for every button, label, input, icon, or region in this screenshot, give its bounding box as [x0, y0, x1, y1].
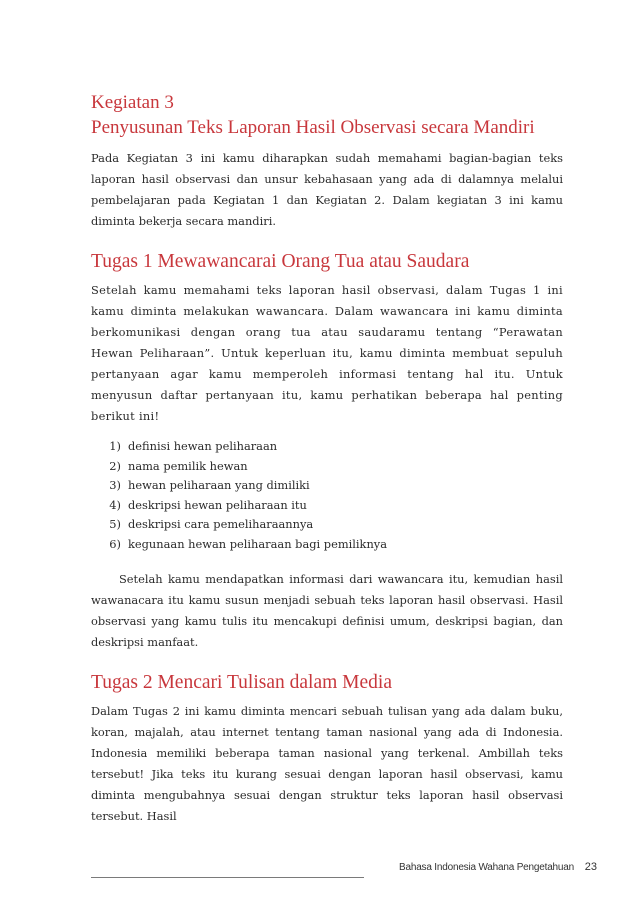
list-item [91, 496, 563, 516]
list-item-number: 1) [109, 439, 121, 453]
list-item-text: kegunaan hewan peliharaan bagi pemiliknya [128, 536, 388, 551]
list-item [91, 535, 563, 555]
page-footer [91, 858, 597, 882]
footer-rule [91, 877, 364, 878]
list-item-number: 3) [109, 478, 121, 493]
list-item [91, 437, 563, 457]
list-item-text: definisi hewan peliharaan [128, 439, 278, 453]
activity-intro: Pada Kegiatan 3 ini kamu diharapkan sudah memahami bagian-bagian teks laporan hasil observasi dan unsur kebahasaan yang ada di dalamnya melalui pembelajaran pada Kegiatan 1 dan Kegiatan 2. Dalam kegiatan 3 ini kamu diminta bekerja secara mandiri. [91, 151, 563, 228]
list-item-number: 5) [109, 517, 121, 532]
list-item [91, 457, 563, 477]
list-item-number: 6) [109, 536, 121, 551]
activity-title: Penyusunan Teks Laporan Hasil Observasi secara Mandiri [91, 117, 535, 138]
list-item-text: nama pemilik hewan [128, 458, 248, 473]
task1-list [91, 437, 563, 555]
list-item-text: hewan peliharaan yang dimiliki [128, 478, 310, 493]
page-number: 23 [584, 861, 597, 873]
task1-heading: Tugas 1 Mewawancarai Orang Tua atau Saudara [91, 251, 470, 272]
task1-closing: Setelah kamu mendapatkan informasi dari wawancara itu, kemudian hasil wawanacara itu kamu susun menjadi sebuah teks laporan hasil observasi. Hasil observasi yang kamu tulis itu mencakupi definisi umum, deskripsi bagian, dan deskripsi manfaat. [91, 571, 563, 649]
list-item [91, 476, 563, 496]
task2-paragraph: Dalam Tugas 2 ini kamu diminta mencari sebuah tulisan yang ada dalam buku, koran, majalah, atau internet tentang taman nasional yang ada di Indonesia. Indonesia memiliki beberapa taman nasional yang terkenal. Ambillah teks tersebut! Jika teks itu kurang sesuai dengan laporan hasil observasi, kamu diminta mengubahnya sesuai dengan struktur teks laporan hasil observasi tersebut. Hasil [91, 703, 563, 823]
page-content [91, 90, 563, 827]
list-item-number: 4) [109, 497, 121, 512]
list-item-text: deskripsi cara pemeliharaannya [128, 517, 314, 532]
activity-label: Kegiatan 3 [91, 92, 174, 113]
list-item-number: 2) [109, 458, 121, 473]
task2-heading: Tugas 2 Mencari Tulisan dalam Media [91, 671, 392, 693]
list-item [91, 515, 563, 535]
footer-book-title: Bahasa Indonesia Wahana Pengetahuan [399, 862, 574, 873]
list-item-text: deskripsi hewan peliharaan itu [128, 497, 307, 512]
task1-paragraph: Setelah kamu memahami teks laporan hasil observasi, dalam Tugas 1 ini kamu diminta melakukan wawancara. Dalam wawancara ini kamu diminta berkomunikasi dengan orang tua atau saudaramu tentang “Perawatan Hewan Peliharaan”. Untuk keperluan itu, kamu diminta membuat sepuluh pertanyaan agar kamu memperoleh informasi tentang hal itu. Untuk menyusun daftar pertanyaan itu, kamu perhatikan beberapa hal penting berikut ini! [91, 283, 563, 423]
